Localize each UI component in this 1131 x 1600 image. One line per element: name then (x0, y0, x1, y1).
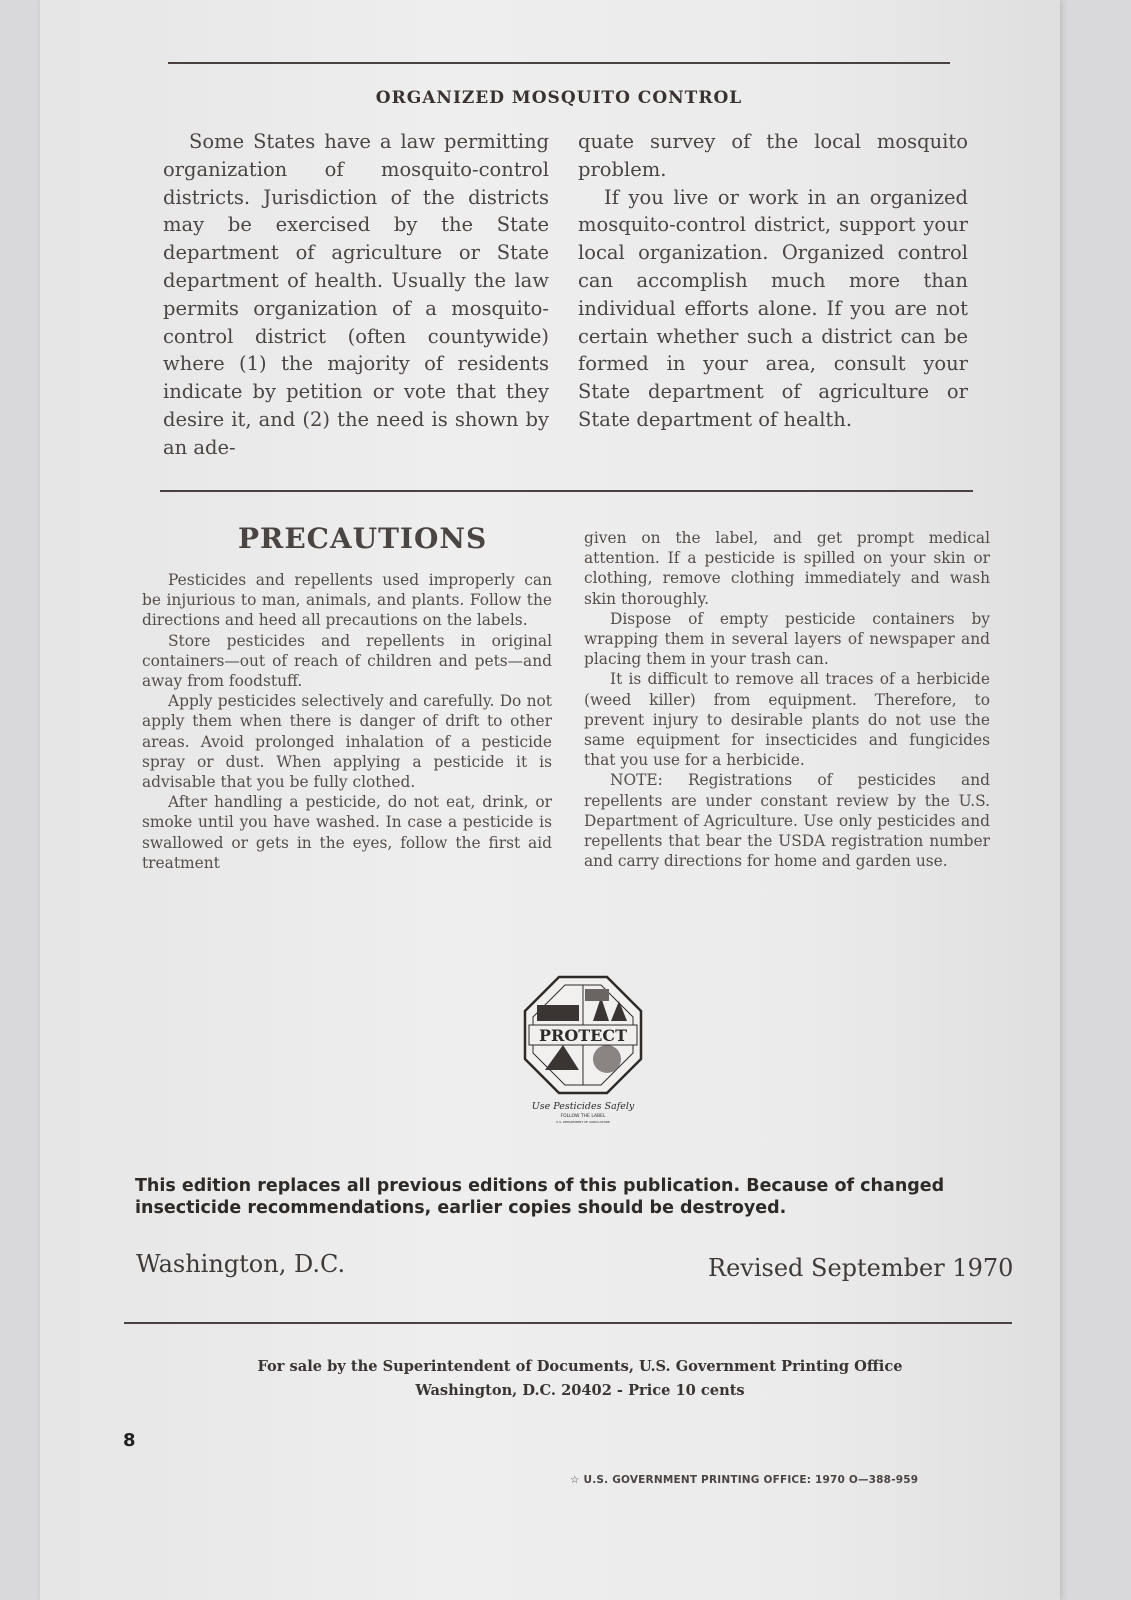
precautions-para-6: Dispose of empty pesticide containers by wrapping them in several layers of newspaper and placing them in your trash can. (584, 609, 990, 669)
precautions-para-8: NOTE: Registrations of pesticides and repellents are under constant review by the U.S. Department of Agriculture. Use only pesticides and repellents that bear the USDA registration number and carry directions for home and garden use. (584, 771, 990, 871)
place-text: Washington, D.C. (136, 1250, 346, 1278)
gpo-imprint: ☆ U.S. GOVERNMENT PRINTING OFFICE: 1970 O—388-959 (570, 1474, 919, 1486)
mosquito-para-2: quate survey of the local mosquito problem. (578, 130, 968, 181)
precautions-para-3: Apply pesticides selectively and carefully. Do not apply them when there is danger of drift to other areas. Avoid prolonged inhalation of a pesticide spray or dust. When applying a pesticide it is advisable that you be fully clothed. (142, 692, 552, 792)
sale-line-2: Washington, D.C. 20402 - Price 10 cents (415, 1382, 745, 1399)
sale-notice (160, 1355, 1000, 1403)
revised-date: Revised September 1970 (708, 1254, 1014, 1282)
bottom-rule (124, 1322, 1012, 1324)
precautions-para-1: Pesticides and repellents used improperly can be injurious to man, animals, and plants. Follow the directions and heed all precautions on the labels. (142, 571, 552, 630)
seal-word: PROTECT (538, 1026, 628, 1045)
mosquito-title: ORGANIZED MOSQUITO CONTROL (375, 88, 743, 108)
mosquito-col-1 (163, 128, 549, 462)
protect-seal-logo (523, 975, 643, 1125)
precautions-para-2: Store pesticides and repellents in original containers—out of reach of children and pets—and away from foodstuff. (142, 631, 552, 691)
mosquito-para-3: If you live or work in an organized mosquito-control district, support your local organization. Organized control can accomplish much more than individual efforts alone. If you are not certain whether such a district can be formed in your area, consult your State department of agriculture or State department of health. (578, 185, 968, 431)
top-rule (168, 62, 950, 64)
precautions-para-4: After handling a pesticide, do not eat, drink, or smoke until you have washed. In case a pesticide is swallowed or gets in the eyes, follow the first aid treatment (142, 793, 552, 872)
page-number: 8 (123, 1430, 136, 1451)
precautions-para-5: given on the label, and get prompt medical attention. If a pesticide is spilled on your skin or clothing, remove clothing immediately and wash skin thoroughly. (584, 529, 990, 608)
precautions-col-2 (584, 528, 990, 871)
seal-tagline: Use Pesticides Safely (531, 1101, 635, 1112)
seal-sub: FOLLOW THE LABEL (560, 1114, 606, 1119)
precautions-title: PRECAUTIONS (238, 522, 488, 555)
edition-note: This edition replaces all previous editions of this publication. Because of changed insecticide recommendations, earlier copies should be destroyed. (135, 1176, 945, 1218)
mosquito-col-2 (578, 128, 968, 434)
seal-dept: U.S. DEPARTMENT OF AGRICULTURE (556, 1120, 610, 1124)
middle-rule (160, 490, 973, 492)
precautions-para-7: It is difficult to remove all traces of a herbicide (weed killer) from equipment. Therefore, to prevent injury to desirable plants do not use the same equipment for insecticides and fungicides that you use for a herbicide. (584, 670, 990, 770)
mosquito-para-1: Some States have a law permitting organization of mosquito-control districts. Jurisdiction of the districts may be exercised by the State department of agriculture or State department of health. Usually the law permits organization of a mosquito-control district (often countywide) where (1) the majority of residents indicate by petition or vote that they desire it, and (2) the need is shown by an ade- (163, 130, 549, 459)
sale-line-1: For sale by the Superintendent of Documents, U.S. Government Printing Office (257, 1358, 903, 1375)
precautions-col-1 (142, 570, 552, 873)
